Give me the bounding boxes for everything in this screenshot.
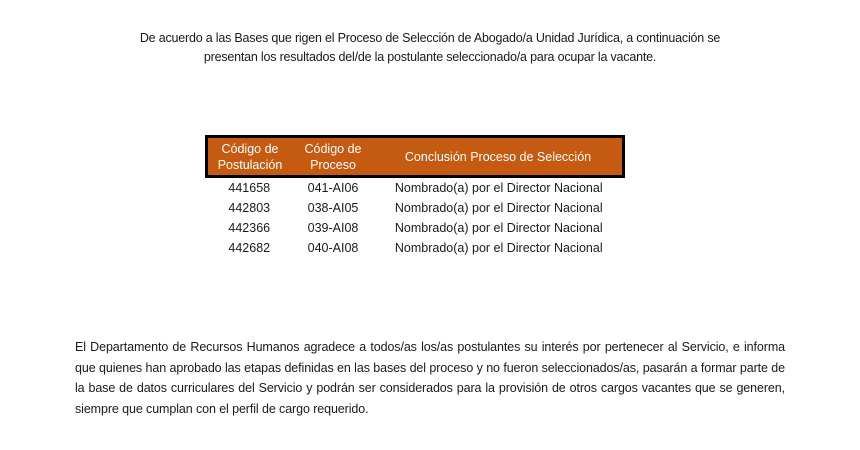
cell-codigo-proceso: 041-AI06: [307, 181, 359, 195]
cell-codigo-proceso: 038-AI05: [307, 201, 359, 215]
header-codigo-proceso-line1: Código de: [304, 142, 362, 156]
intro-line-1: De acuerdo a las Bases que rigen el Proceso de Selección de Abogado/a Unidad Jurídica, a continuación se: [139, 31, 721, 45]
cell-codigo-proceso: 039-AI08: [307, 221, 359, 235]
intro-paragraph: [90, 29, 770, 67]
cell-conclusion: Nombrado(a) por el Director Nacional: [394, 201, 603, 215]
results-table-header: [207, 137, 624, 177]
header-codigo-postulacion: [207, 137, 293, 177]
cell-conclusion: Nombrado(a) por el Director Nacional: [394, 221, 603, 235]
table-row: [207, 198, 624, 218]
results-table-body: [207, 177, 624, 259]
cell-codigo-postulacion: 442803: [228, 201, 271, 215]
cell-codigo-postulacion: 442366: [228, 221, 271, 235]
header-codigo-postulacion-line1: Código de: [221, 142, 279, 156]
header-conclusion: Conclusión Proceso de Selección: [374, 137, 624, 177]
header-codigo-proceso-line2: Proceso: [310, 158, 356, 172]
cell-codigo-proceso: 040-AI08: [307, 241, 359, 255]
results-table: [205, 135, 625, 258]
header-row: [207, 137, 624, 177]
cell-conclusion: Nombrado(a) por el Director Nacional: [394, 181, 603, 195]
cell-conclusion: Nombrado(a) por el Director Nacional: [394, 241, 603, 255]
cell-codigo-postulacion: 442682: [228, 241, 271, 255]
closing-paragraph: El Departamento de Recursos Humanos agradece a todos/as los/as postulantes su interés por pertenecer al Servicio, e informa que quienes han aprobado las etapas definidas en las bases del proceso y no fueron seleccionados/as, pasarán a formar parte de la base de datos curriculares del Servicio y podrán ser considerados para la provisión de otros cargos vacantes que se generen, siempre que cumplan con el perfil de cargo requerido.: [75, 340, 785, 416]
table-row: [207, 177, 624, 199]
table-row: [207, 238, 624, 258]
table-row: [207, 218, 624, 238]
intro-line-2: presentan los resultados del/de la postulante seleccionado/a para ocupar la vacante.: [203, 50, 657, 64]
header-codigo-proceso: [292, 137, 374, 177]
header-codigo-postulacion-line2: Postulación: [217, 158, 283, 172]
cell-codigo-postulacion: 441658: [228, 181, 271, 195]
